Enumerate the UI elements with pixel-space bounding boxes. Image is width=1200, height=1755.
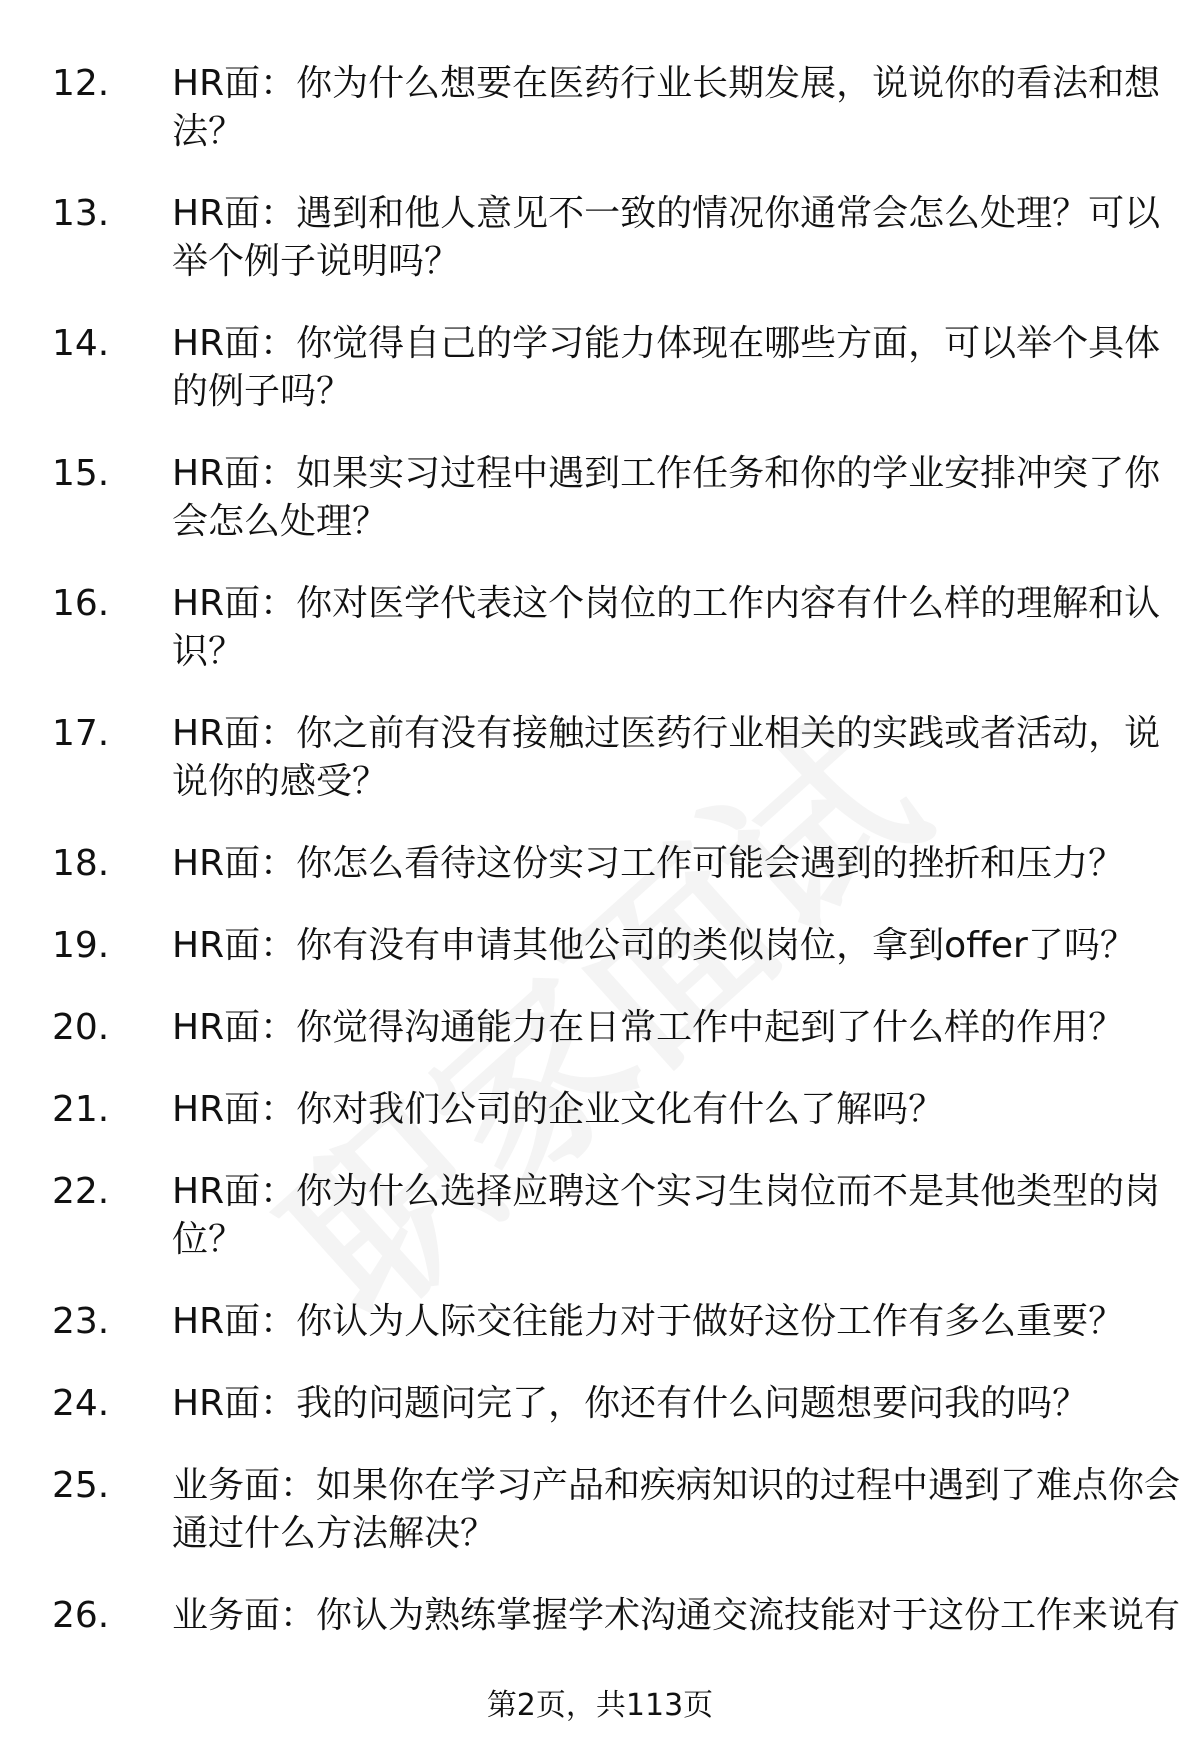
- list-item: [0, 1004, 1200, 1052]
- question-number: 20.: [52, 1007, 110, 1048]
- question-number: 16.: [52, 583, 110, 624]
- question-text: HR面：我的问题问完了，你还有什么问题想要问我的吗？: [172, 1383, 1089, 1424]
- list-item: [0, 922, 1200, 970]
- list-item: [0, 1298, 1200, 1346]
- question-number: 18.: [52, 843, 110, 884]
- question-text: HR面：如果实习过程中遇到工作任务和你的学业安排冲突了你会怎么处理？: [172, 453, 1161, 542]
- question-number: 19.: [52, 925, 110, 966]
- list-item: [0, 320, 1200, 416]
- question-number: 26.: [52, 1595, 110, 1636]
- question-text: HR面：遇到和他人意见不一致的情况你通常会怎么处理？可以举个例子说明吗？: [172, 193, 1161, 282]
- question-number: 24.: [52, 1383, 110, 1424]
- question-number: 12.: [52, 63, 110, 104]
- list-item: [0, 450, 1200, 546]
- question-number: 14.: [52, 323, 110, 364]
- list-item: [0, 1592, 1200, 1640]
- list-item: [0, 1086, 1200, 1134]
- list-item: [0, 580, 1200, 676]
- question-text: HR面：你觉得沟通能力在日常工作中起到了什么样的作用？: [172, 1007, 1125, 1048]
- question-number: 15.: [52, 453, 110, 494]
- question-list: [0, 60, 1200, 1674]
- list-item: [0, 190, 1200, 286]
- list-item: [0, 60, 1200, 156]
- question-text: HR面：你为什么想要在医药行业长期发展，说说你的看法和想法？: [172, 63, 1161, 152]
- page-footer: 第2页，共113页: [486, 1688, 714, 1723]
- question-text: HR面：你有没有申请其他公司的类似岗位，拿到offer了吗？: [172, 925, 1136, 966]
- question-number: 21.: [52, 1089, 110, 1130]
- question-text: HR面：你怎么看待这份实习工作可能会遇到的挫折和压力？: [172, 843, 1125, 884]
- question-text: HR面：你为什么选择应聘这个实习生岗位而不是其他类型的岗位？: [172, 1171, 1161, 1260]
- list-item: [0, 1168, 1200, 1264]
- question-text: HR面：你觉得自己的学习能力体现在哪些方面，可以举个具体的例子吗？: [172, 323, 1161, 412]
- question-number: 13.: [52, 193, 110, 234]
- question-number: 25.: [52, 1465, 110, 1506]
- list-item: [0, 1462, 1200, 1558]
- question-text: HR面：你对医学代表这个岗位的工作内容有什么样的理解和认识？: [172, 583, 1161, 672]
- question-number: 17.: [52, 713, 110, 754]
- question-text: HR面：你认为人际交往能力对于做好这份工作有多么重要？: [172, 1301, 1125, 1342]
- question-number: 23.: [52, 1301, 110, 1342]
- question-text: 业务面：如果你在学习产品和疾病知识的过程中遇到了难点你会通过什么方法解决？: [172, 1465, 1181, 1554]
- question-text: 业务面：你认为熟练掌握学术沟通交流技能对于这份工作来说有: [172, 1595, 1181, 1636]
- list-item: [0, 710, 1200, 806]
- list-item: [0, 840, 1200, 888]
- question-text: HR面：你对我们公司的企业文化有什么了解吗？: [172, 1089, 945, 1130]
- question-number: 22.: [52, 1171, 110, 1212]
- question-text: HR面：你之前有没有接触过医药行业相关的实践或者活动，说说你的感受？: [172, 713, 1161, 802]
- list-item: [0, 1380, 1200, 1428]
